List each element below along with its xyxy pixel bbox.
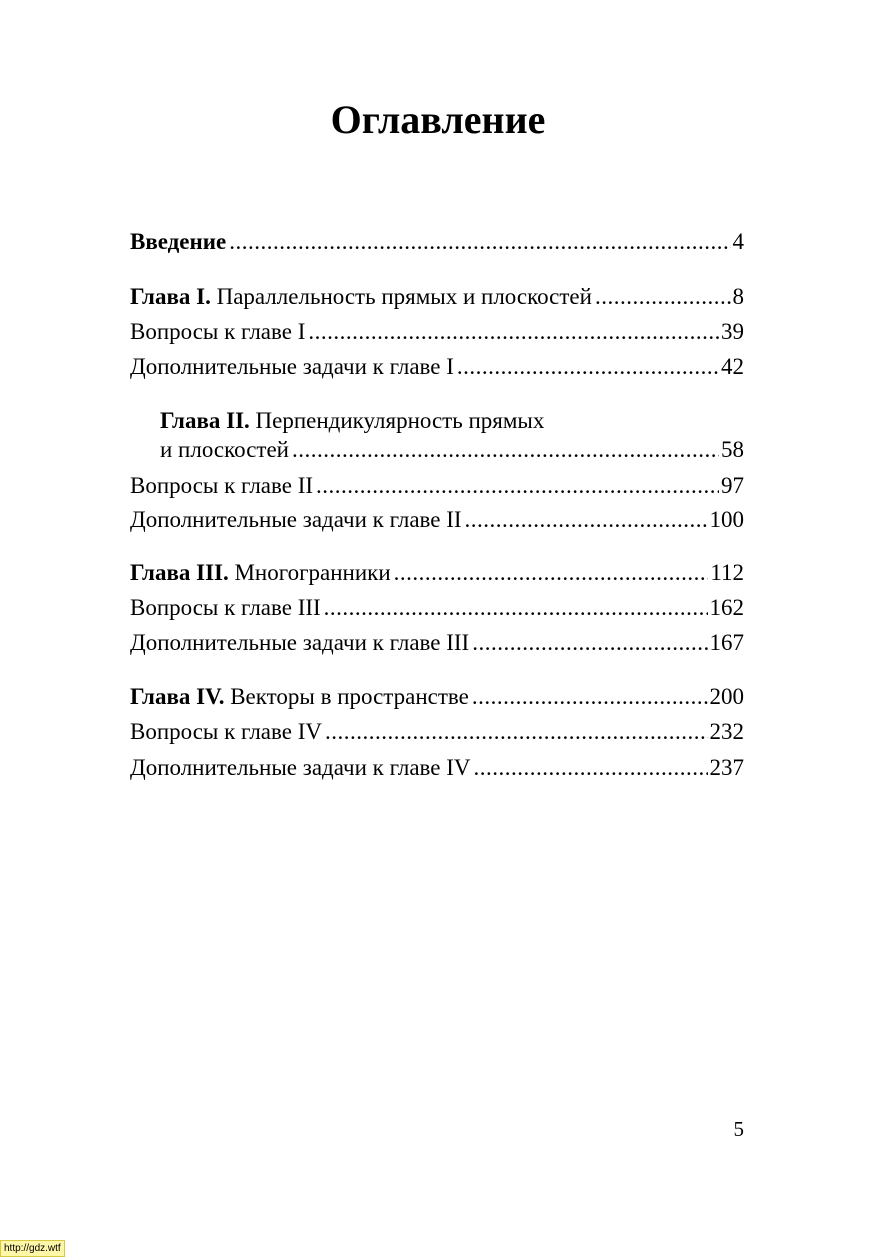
toc-entry-chapter-2-questions <box>130 470 744 502</box>
toc-entry-intro <box>130 226 744 258</box>
toc-entry-chapter-3-page: 112 <box>710 560 744 585</box>
chapter-1-label: Глава I. <box>130 284 211 309</box>
chapter-3-label: Глава III. <box>130 560 229 585</box>
toc-entry-page: 232 <box>709 719 744 744</box>
toc-entry-chapter-3-tasks <box>130 627 744 659</box>
dot-leader <box>325 716 708 748</box>
dot-leader <box>472 681 708 713</box>
toc-entry-page: 42 <box>721 354 744 379</box>
toc-entry-label: Вопросы к главе III <box>130 595 321 620</box>
toc-entry-page: 97 <box>721 473 744 498</box>
toc-entry-label: Вопросы к главе IV <box>130 719 322 744</box>
dot-leader <box>229 226 730 258</box>
toc-entry-chapter-4-page: 200 <box>709 684 744 709</box>
chapter-4-name: Векторы в пространстве <box>224 684 469 709</box>
toc-entry-chapter-2 <box>160 434 744 466</box>
toc-entry-label: Вопросы к главе II <box>130 473 314 498</box>
toc-entry-chapter-3-questions <box>130 592 744 624</box>
toc-entry-chapter-4 <box>130 681 744 713</box>
toc-entry-intro-page: 4 <box>732 229 744 254</box>
dot-leader <box>324 592 708 624</box>
chapter-2-label: Глава II. <box>160 408 250 433</box>
toc-entry-page: 39 <box>721 319 744 344</box>
toc-entry-chapter-1-tasks <box>130 351 744 383</box>
chapter-2-name-line2: и плоскостей <box>160 437 289 462</box>
toc-entry-page: 162 <box>709 595 744 620</box>
toc-entry-chapter-4-questions <box>130 716 744 748</box>
dot-leader <box>394 557 709 589</box>
toc-entry-chapter-1-page: 8 <box>732 284 744 309</box>
dot-leader <box>457 351 719 383</box>
chapter-3-name: Многогранники <box>228 560 391 585</box>
toc-entry-chapter-2-title-line <box>160 405 744 437</box>
chapter-1-name: Параллельность прямых и плоскостей <box>210 284 592 309</box>
toc-entry-chapter-3 <box>130 557 744 589</box>
chapter-2-name-line1: Перпендикулярность прямых <box>249 408 545 433</box>
toc-entry-page: 167 <box>709 630 744 655</box>
dot-leader <box>473 752 707 784</box>
toc-entry-label: Дополнительные задачи к главе IV <box>130 755 471 780</box>
toc-entry-chapter-4-title <box>130 681 469 713</box>
page-number: 5 <box>733 1117 744 1141</box>
dot-leader <box>316 470 719 502</box>
toc-entry-chapter-4-tasks <box>130 752 744 784</box>
toc-entry-page: 100 <box>709 507 744 532</box>
toc-entry-page: 237 <box>709 755 744 780</box>
toc-entry-intro-label: Введение <box>130 229 227 254</box>
toc-entry-chapter-3-title <box>130 557 391 589</box>
watermark-link[interactable]: http://gdz.wtf <box>0 1240 65 1257</box>
toc-entry-label: Вопросы к главе I <box>130 319 306 344</box>
toc-entry-chapter-2-tasks <box>130 504 744 536</box>
toc-entry-label: Дополнительные задачи к главе I <box>130 354 454 379</box>
toc-entry-label: Дополнительные задачи к главе III <box>130 630 470 655</box>
dot-leader <box>292 434 719 466</box>
toc-entry-chapter-1 <box>130 281 744 313</box>
toc-entry-chapter-2-page: 58 <box>721 437 744 462</box>
dot-leader <box>465 504 708 536</box>
toc-entry-chapter-1-title <box>130 281 592 313</box>
chapter-4-label: Глава IV. <box>130 684 225 709</box>
toc-entry-label: Дополнительные задачи к главе II <box>130 507 462 532</box>
dot-leader <box>472 627 707 659</box>
dot-leader <box>308 316 719 348</box>
toc-entry-chapter-1-questions <box>130 316 744 348</box>
dot-leader <box>595 281 731 313</box>
page-title: Оглавление <box>330 97 546 142</box>
